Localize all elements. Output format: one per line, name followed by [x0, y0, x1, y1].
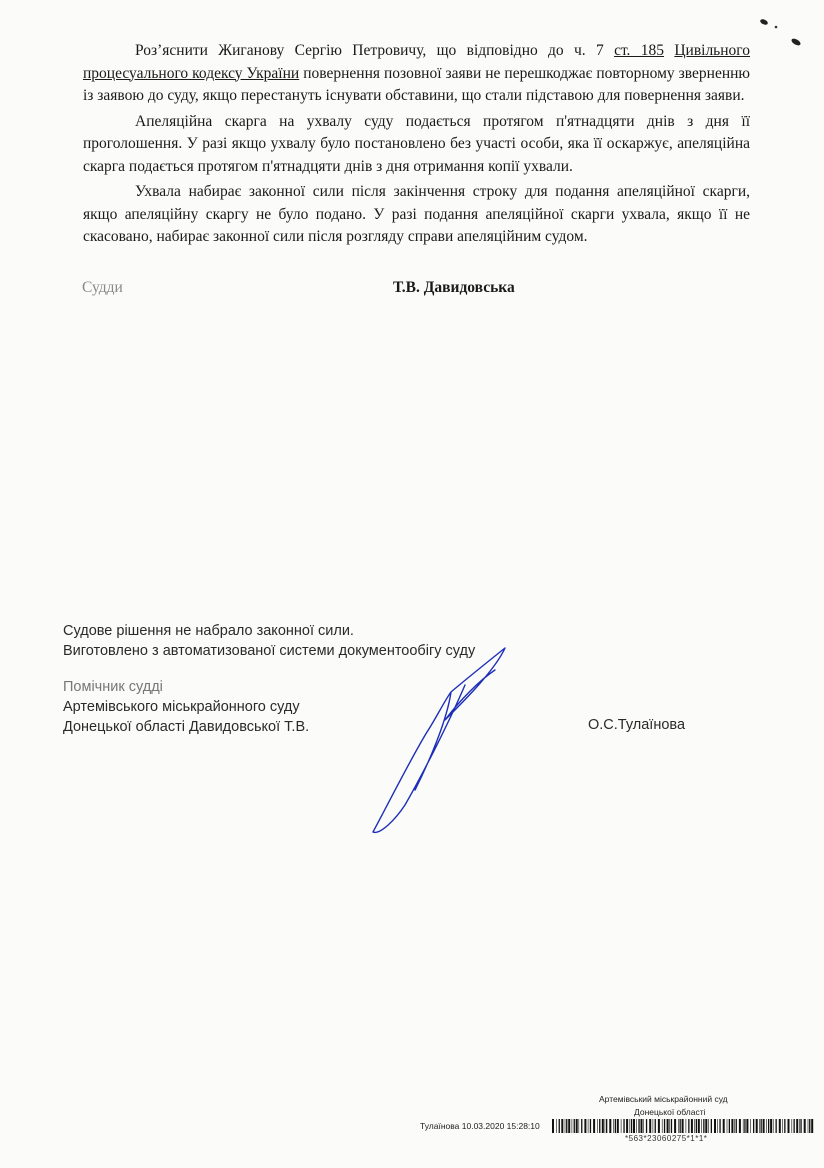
barcode-bar [664, 1119, 665, 1133]
barcode-bar [605, 1119, 606, 1133]
barcode-bar [756, 1119, 758, 1133]
barcode-bar [768, 1119, 769, 1133]
barcode-bar [788, 1119, 790, 1133]
barcode-bar [669, 1119, 670, 1133]
barcode-bar [800, 1119, 801, 1133]
barcode-bar [638, 1119, 639, 1133]
judge-label: Судди [82, 279, 123, 296]
barcode-bar [641, 1119, 643, 1133]
barcode-bar [649, 1119, 651, 1133]
barcode-bar [729, 1119, 730, 1133]
barcode-bar [731, 1119, 733, 1133]
barcode-bar [658, 1119, 660, 1133]
paragraph-text: повернення позовної заяви не перешкоджає повторному зверненню із заявою до суду, якщо перестануть існувати обставини, що стали підставою для повернення заяви. [83, 64, 751, 104]
assistant-court: Артемівського міськрайонного суду [63, 699, 300, 715]
barcode-bar [779, 1119, 781, 1133]
barcode-bar [746, 1119, 748, 1133]
barcode-bar [727, 1119, 728, 1133]
barcode-bar [566, 1119, 567, 1133]
barcode-bar [808, 1119, 809, 1133]
barcode-bar [750, 1119, 751, 1133]
barcode-number: *563*23060275*1*1* [625, 1134, 708, 1143]
barcode-bar [630, 1119, 631, 1133]
assistant-title: Помічник судді [63, 679, 163, 695]
barcode-bar [770, 1119, 772, 1133]
barcode-bar [811, 1119, 813, 1133]
barcode-bar [691, 1119, 693, 1133]
barcode-bar [565, 1119, 566, 1133]
barcode-bar [680, 1119, 681, 1133]
barcode-bar [602, 1119, 604, 1133]
handwritten-signature [355, 640, 525, 840]
law-link-code[interactable]: Цивільного процесуального кодексу України [83, 42, 751, 82]
barcode-bar [590, 1119, 591, 1133]
barcode-bar [613, 1119, 614, 1133]
barcode-bar [674, 1119, 676, 1133]
paragraph-appeal-terms: Апеляційна скарга на ухвалу суду подається протягом п'ятнадцяти днів з дня її проголошення. У разі якщо ухвалу було постановлено без участі особи, яка її оскаржує, апеляційна скарга подається протягом п'ятнадцяти днів з дня отримання копії ухвали. [83, 112, 750, 175]
barcode-bar [574, 1119, 575, 1133]
barcode-bar [568, 1119, 570, 1133]
barcode-bar [617, 1119, 619, 1133]
barcode-bar [609, 1119, 611, 1133]
barcode-bar [776, 1119, 777, 1133]
barcode-bar [667, 1119, 669, 1133]
barcode-bar [719, 1119, 720, 1133]
barcode-bar [766, 1119, 767, 1133]
paragraph-text: Роз’яснити Жиганову Сергію Петровичу, що відповідно до ч. 7 [135, 42, 615, 59]
barcode-bar [686, 1119, 687, 1133]
barcode-bar [739, 1119, 741, 1133]
law-link-article[interactable]: ст. 185 [614, 42, 664, 59]
paragraph-legal-force: Ухвала набирає законної сили після закінчення строку для подання апеляційної скарги, якщо апеляційну скаргу не було подано. У разі подання апеляційної скарги ухвала, якщо її не скасовано, набирає законної сили після розгляду справи апеляційним судом. [83, 183, 750, 245]
barcode-bar [588, 1119, 589, 1133]
judge-name: Т.В. Давидовська [393, 279, 515, 296]
barcode-bar [559, 1119, 560, 1133]
barcode-bar [671, 1119, 672, 1133]
barcode-bar [688, 1119, 689, 1133]
barcode-bar [576, 1119, 578, 1133]
barcode-bar [703, 1119, 704, 1133]
barcode-bar [696, 1119, 697, 1133]
stamp-court-region: Донецької області [634, 1107, 706, 1117]
barcode-bar [678, 1119, 679, 1133]
barcode-bar [572, 1119, 573, 1133]
ruling-text [83, 40, 750, 252]
barcode-bar [556, 1119, 557, 1133]
paragraph-return-explanation [83, 40, 750, 108]
barcode-bar [561, 1119, 563, 1133]
scan-mark-decoration [756, 16, 806, 52]
barcode-bar [734, 1119, 735, 1133]
barcode-bar [621, 1119, 622, 1133]
barcode-bar [784, 1119, 785, 1133]
barcode-bar [761, 1119, 762, 1133]
barcode-bar [633, 1119, 635, 1133]
barcode-bar [809, 1119, 810, 1133]
barcode-bar [705, 1119, 707, 1133]
barcode-bar [743, 1119, 744, 1133]
barcode-bar [662, 1119, 663, 1133]
barcode [552, 1119, 815, 1133]
barcode-bar [615, 1119, 616, 1133]
barcode-bar [804, 1119, 806, 1133]
barcode-bar [653, 1119, 654, 1133]
barcode-bar [597, 1119, 598, 1133]
barcode-bar [626, 1119, 628, 1133]
assistant-name: О.С.Тулаїнова [588, 717, 686, 733]
barcode-bar [759, 1119, 760, 1133]
barcode-bar [593, 1119, 595, 1133]
barcode-bar [736, 1119, 737, 1133]
barcode-bar [717, 1119, 718, 1133]
barcode-bar [753, 1119, 754, 1133]
stamp-court-name: Артемівський міськрайонний суд [599, 1094, 728, 1104]
barcode-bar [584, 1119, 586, 1133]
note-line-status: Судове рішення не набрало законної сили. [63, 623, 354, 639]
barcode-bar [606, 1119, 607, 1133]
barcode-bar [581, 1119, 582, 1133]
stamp-clerk-timestamp: Тулаїнова 10.03.2020 15:28:10 [420, 1121, 540, 1131]
barcode-bar [694, 1119, 695, 1133]
barcode-bar [763, 1119, 765, 1133]
barcode-bar [643, 1119, 644, 1133]
barcode-bar [714, 1119, 716, 1133]
barcode-bar [708, 1119, 709, 1133]
assistant-region: Донецької області Давидовської Т.В. [63, 719, 310, 735]
barcode-bar [796, 1119, 798, 1133]
barcode-bar [794, 1119, 795, 1133]
barcode-bar [799, 1119, 800, 1133]
barcode-bar [646, 1119, 647, 1133]
barcode-bar [623, 1119, 624, 1133]
barcode-bar [599, 1119, 600, 1133]
barcode-bar [631, 1119, 632, 1133]
barcode-bar [744, 1119, 745, 1133]
barcode-bar [698, 1119, 700, 1133]
assistant-block [63, 677, 403, 737]
note-line-source: Виготовлено з автоматизованої системи документообігу суду [63, 643, 476, 659]
barcode-bar [792, 1119, 793, 1133]
barcode-bar [723, 1119, 725, 1133]
court-stamp [415, 1094, 815, 1154]
barcode-bar [552, 1119, 554, 1133]
barcode-bar [711, 1119, 712, 1133]
barcode-bar [636, 1119, 637, 1133]
barcode-bar [782, 1119, 783, 1133]
barcode-bar [701, 1119, 702, 1133]
barcode-bar [579, 1119, 580, 1133]
barcode-bar [655, 1119, 656, 1133]
barcode-bar [682, 1119, 684, 1133]
barcode-bar [773, 1119, 774, 1133]
